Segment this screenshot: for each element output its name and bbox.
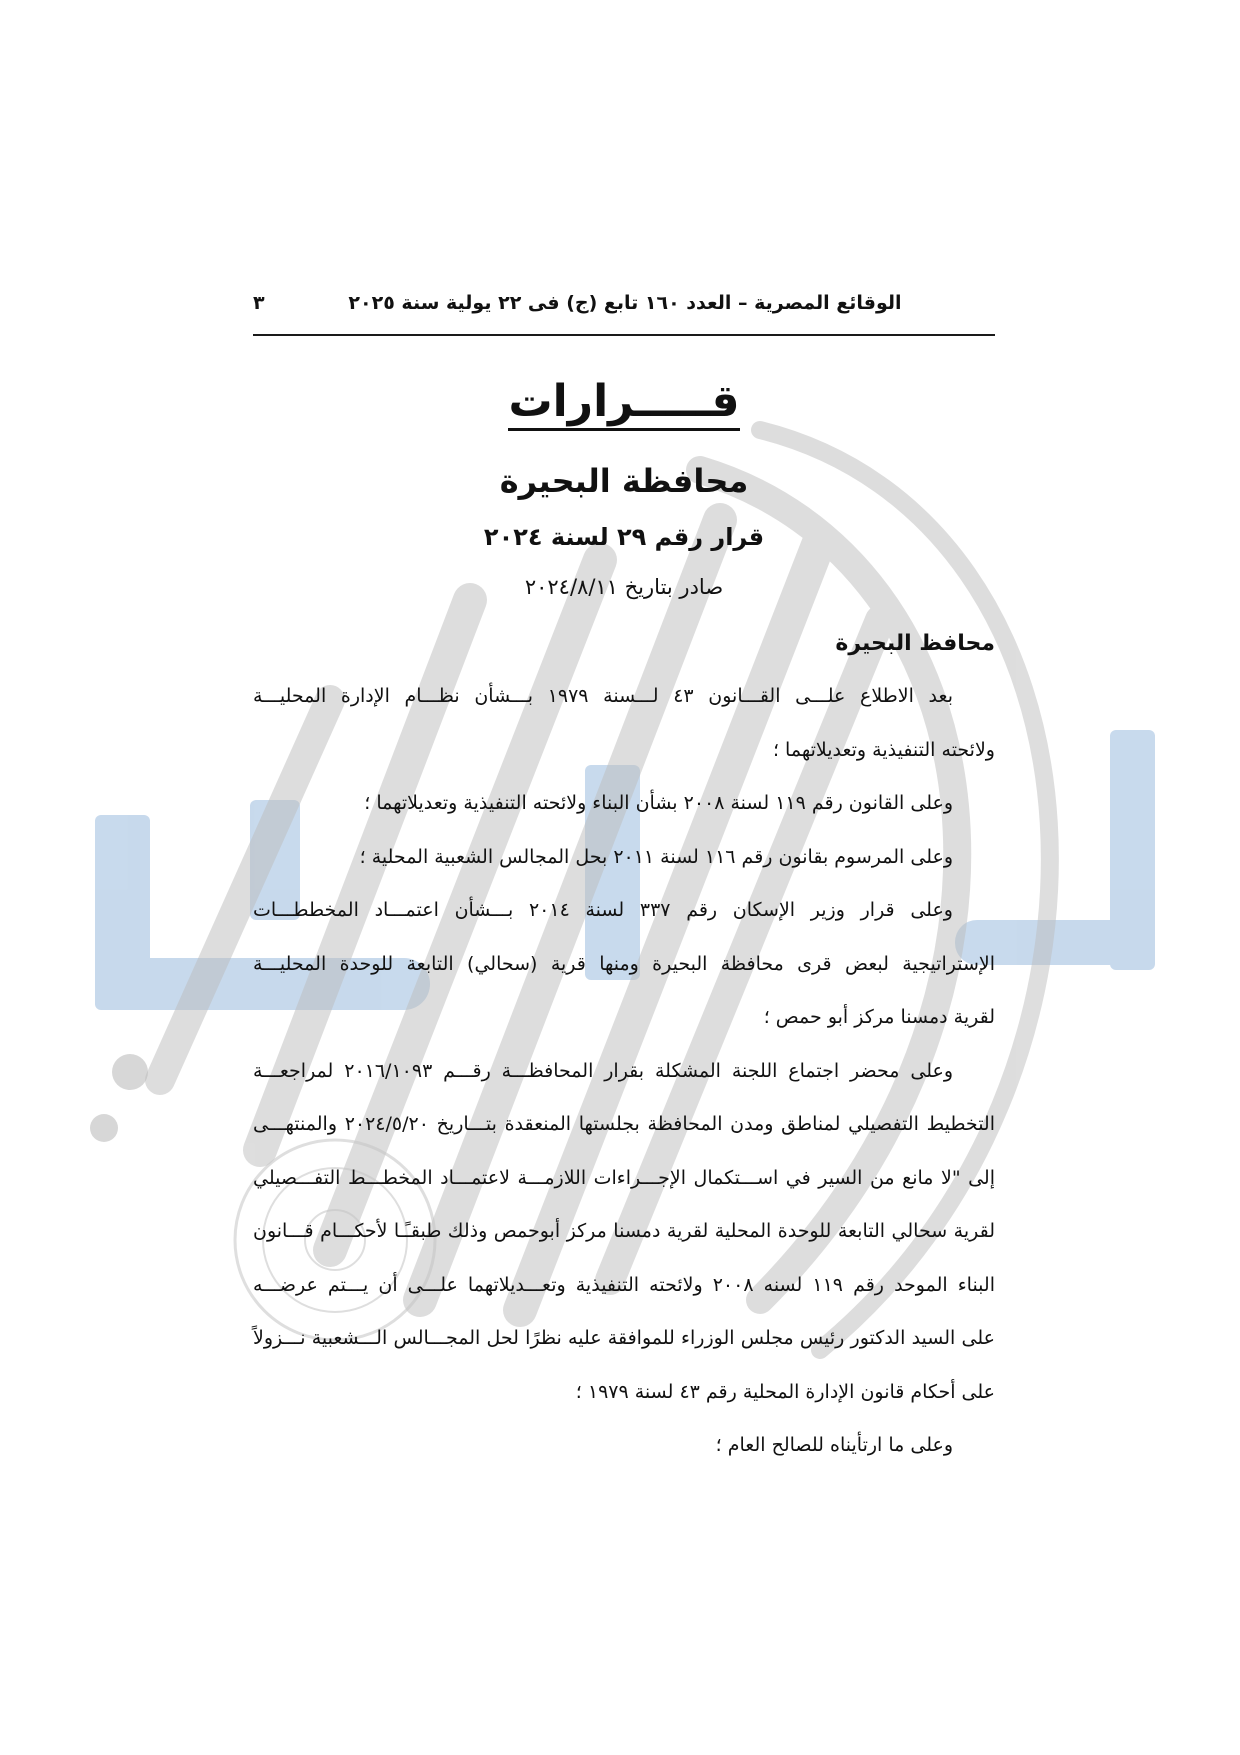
body-paragraph	[253, 831, 995, 885]
body-line: ولائحته التنفيذية وتعديلاتهما ؛	[772, 738, 995, 761]
body-line: على أحكام قانون الإدارة المحلية رقم ٤٣ لسنة ١٩٧٩ ؛	[575, 1380, 995, 1403]
body-line: لقرية دمسنا مركز أبو حمص ؛	[763, 1006, 995, 1028]
body-paragraph	[253, 777, 995, 831]
page-number: ٣	[253, 292, 265, 314]
body-line: لقرية سحالي التابعة للوحدة المحلية لقرية دمسنا مركز أبوحمص وذلك طبقـًـا لأحكـــام قـــانون	[253, 1220, 995, 1242]
body-line: الإستراتيجية لبعض قرى محافظة البحيرة ومنها قرية (سحالي) التابعة للوحدة المحليـــة	[253, 952, 995, 975]
body-paragraph	[253, 1045, 995, 1420]
issuing-authority: محافظة البحيرة	[499, 462, 749, 500]
section-heading-wrap	[253, 376, 995, 431]
body-line: وعلى القانون رقم ١١٩ لسنة ٢٠٠٨ بشأن البناء ولائحته التنفيذية وتعديلاتهما ؛	[364, 792, 953, 814]
body-line: على السيد الدكتور رئيس مجلس الوزراء للموافقة عليه نظرًا لحل المجـــالس الـــشعبية نـــزولاً	[253, 1327, 995, 1349]
decree-title: قرار رقم ٢٩ لسنة ٢٠٢٤	[483, 523, 765, 551]
body-line: التخطيط التفصيلي لمناطق ومدن المحافظة بجلستها المنعقدة بتـــاريخ ٢٠٢٤/٥/٢٠ والمنتهـــى	[253, 1113, 995, 1135]
body-line: البناء الموحد رقم ١١٩ لسنه ٢٠٠٨ ولائحته التنفيذية وتعـــديلاتهما علـــى أن يـــتم عرضـــه	[253, 1273, 995, 1296]
body-paragraph	[253, 1419, 995, 1473]
body-line: وعلى ما ارتأيناه للصالح العام ؛	[715, 1434, 953, 1456]
decree-preamble	[253, 670, 995, 1473]
body-paragraph	[253, 670, 995, 777]
header-divider	[253, 334, 995, 336]
issue-date: صادر بتاريخ ٢٠٢٤/٨/١١	[524, 575, 724, 599]
body-line: إلى "لا مانع من السير في اســـتكمال الإجـــراءات اللازمـــة لاعتمـــاد المخطـــط التفـــصيلي	[253, 1166, 995, 1189]
issuer-title: محافظ البحيرة	[835, 631, 995, 656]
body-paragraph	[253, 884, 995, 1045]
body-line: وعلى قرار وزير الإسكان رقم ٣٣٧ لسنة ٢٠١٤ بـــشأن اعتمـــاد المخططـــات	[253, 899, 953, 921]
gazette-header-title: الوقائع المصرية – العدد ١٦٠ تابع (ج) فى ٢٢ يولية سنة ٢٠٢٥	[348, 292, 902, 314]
body-line: وعلى المرسوم بقانون رقم ١١٦ لسنة ٢٠١١ بحل المجالس الشعبية المحلية ؛	[359, 845, 953, 868]
body-line: وعلى محضر اجتماع اللجنة المشكلة بقرار المحافظـــة رقـــم ٢٠١٦/١٠٩٣ لمراجعـــة	[253, 1059, 953, 1082]
section-heading: قـــــرارات	[508, 376, 739, 431]
body-line: بعد الاطلاع علـــى القـــانون ٤٣ لـــسنة ١٩٧٩ بـــشأن نظـــام الإدارة المحليـــة	[253, 685, 953, 707]
